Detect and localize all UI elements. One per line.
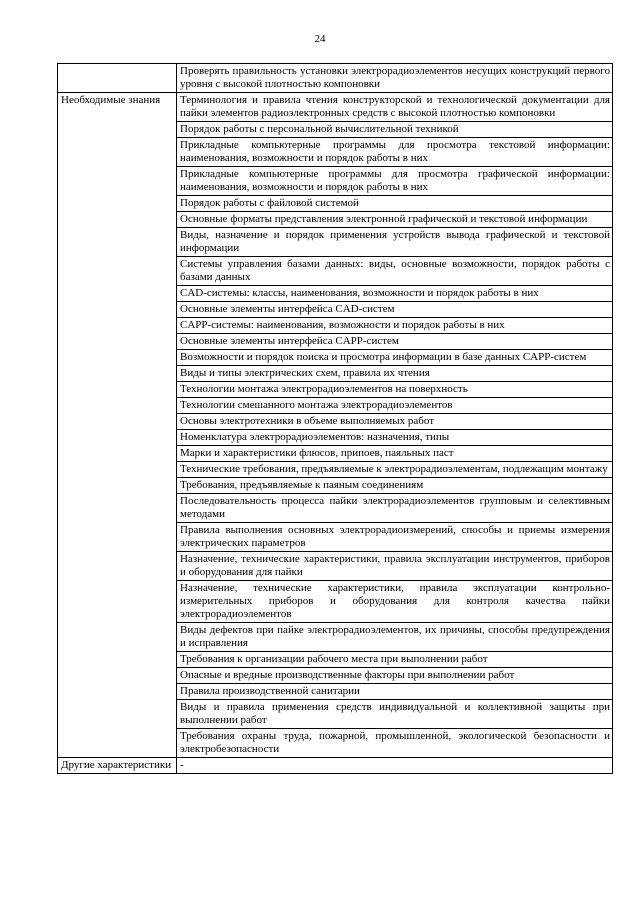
row-text: CAPP-системы: наименования, возможности и порядок работы в них [177, 318, 613, 334]
row-text: Системы управления базами данных: виды, основные возможности, порядок работы с базами данных [177, 257, 613, 286]
row-text: Порядок работы с персональной вычислительной техникой [177, 122, 613, 138]
row-text: Технологии смешанного монтажа электрорадиоэлементов [177, 398, 613, 414]
row-text: Требования, предъявляемые к паяным соединениям [177, 478, 613, 494]
row-text: Основные элементы интерфейса CAPP-систем [177, 334, 613, 350]
row-text: Виды, назначение и порядок применения устройств вывода графической и текстовой информации [177, 228, 613, 257]
row-text: Требования к организации рабочего места при выполнении работ [177, 652, 613, 668]
table-row [58, 758, 613, 774]
row-text: Назначение, технические характеристики, правила эксплуатации контрольно-измерительных приборов и оборудования для контроля качества пайки электрорадиоэлементов [177, 581, 613, 623]
row-text: Виды и правила применения средств индивидуальной и коллективной защиты при выполнении работ [177, 700, 613, 729]
row-text: Требования охраны труда, пожарной, промышленной, экологической безопасности и электробезопасности [177, 729, 613, 758]
row-text: Проверять правильность установки электрорадиоэлементов несущих конструкций первого уровня с высокой плотностью компоновки [177, 64, 613, 93]
row-text: Технические требования, предъявляемые к электрорадиоэлементам, подлежащим монтажу [177, 462, 613, 478]
row-text: Основные элементы интерфейса CAD-систем [177, 302, 613, 318]
row-label [58, 64, 177, 93]
row-text: Основы электротехники в объеме выполняемых работ [177, 414, 613, 430]
row-text: Основные форматы представления электронной графической и текстовой информации [177, 212, 613, 228]
row-text: CAD-системы: классы, наименования, возможности и порядок работы в них [177, 286, 613, 302]
row-text: Технологии монтажа электрорадиоэлементов на поверхность [177, 382, 613, 398]
row-text: Возможности и порядок поиска и просмотра информации в базе данных CAPP-систем [177, 350, 613, 366]
row-text: Правила производственной санитарии [177, 684, 613, 700]
row-text: Терминология и правила чтения конструкторской и технологической документации для пайки элементов радиоэлектронных средств с высокой плотностью компоновки [177, 93, 613, 122]
row-text: Прикладные компьютерные программы для просмотра графической информации: наименования, возможности и порядок работы в них [177, 167, 613, 196]
requirements-table [57, 63, 613, 774]
table-row [58, 64, 613, 93]
row-text: Опасные и вредные производственные факторы при выполнении работ [177, 668, 613, 684]
row-text: Виды и типы электрических схем, правила их чтения [177, 366, 613, 382]
row-text: Номенклатура электрорадиоэлементов: назначения, типы [177, 430, 613, 446]
row-text: Порядок работы с файловой системой [177, 196, 613, 212]
section-label-other: Другие характеристики [58, 758, 177, 774]
row-text: Виды дефектов при пайке электрорадиоэлементов, их причины, способы предупреждения и исправления [177, 623, 613, 652]
row-text: - [177, 758, 613, 774]
section-label-knowledge: Необходимые знания [58, 93, 177, 758]
row-text: Марки и характеристики флюсов, припоев, паяльных паст [177, 446, 613, 462]
page-number: 24 [314, 33, 326, 45]
row-text: Последовательность процесса пайки электрорадиоэлементов групповым и селективным методами [177, 494, 613, 523]
row-text: Назначение, технические характеристики, правила эксплуатации инструментов, приборов и оборудования для пайки [177, 552, 613, 581]
row-text: Прикладные компьютерные программы для просмотра текстовой информации: наименования, возможности и порядок работы в них [177, 138, 613, 167]
table-row [58, 93, 613, 122]
row-text: Правила выполнения основных электрорадиоизмерений, способы и приемы измерения электрических параметров [177, 523, 613, 552]
